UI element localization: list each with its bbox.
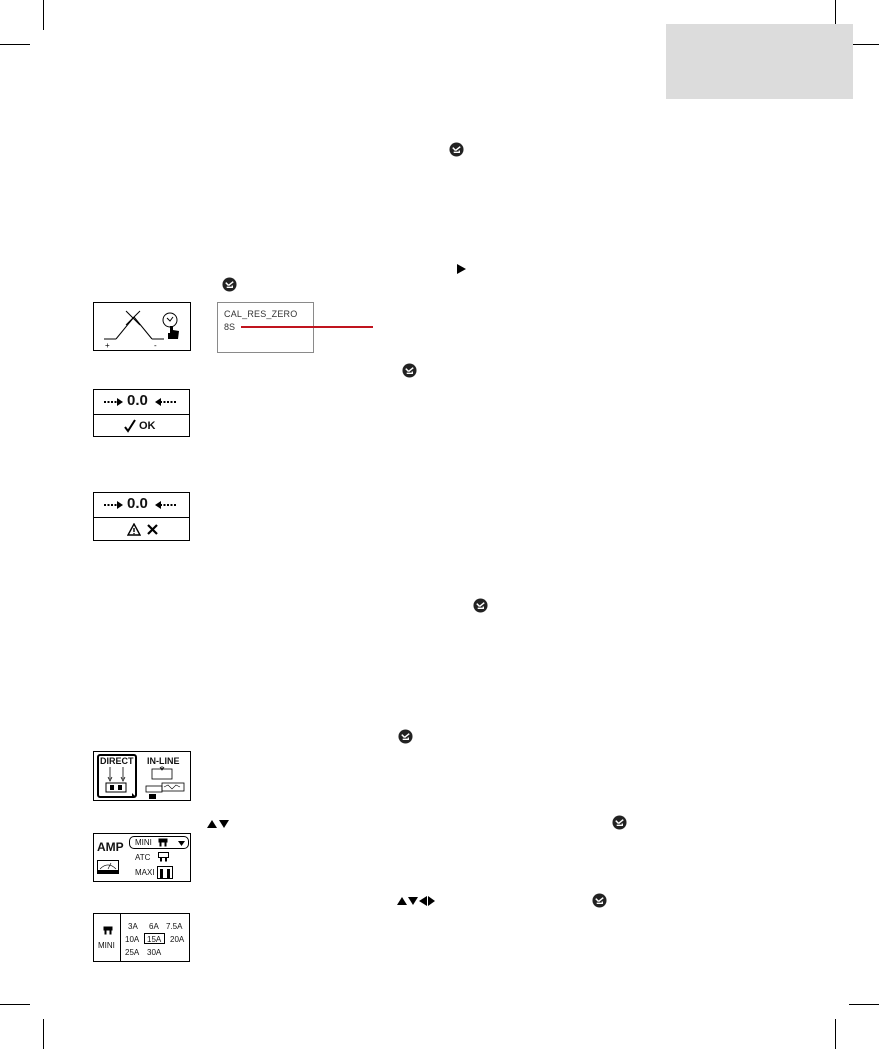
cross-icon bbox=[147, 524, 158, 535]
rating-7-5a: 7.5A bbox=[166, 922, 183, 931]
crop-mark bbox=[0, 1004, 30, 1005]
cal-line-2: 8S bbox=[224, 322, 236, 332]
crop-mark bbox=[0, 44, 30, 45]
rating-25a: 25A bbox=[125, 948, 140, 957]
enter-button-icon bbox=[402, 363, 417, 378]
rating-20a: 20A bbox=[170, 935, 185, 944]
lcd-zero-fail bbox=[93, 492, 190, 541]
enter-button-icon bbox=[612, 815, 627, 830]
crop-mark bbox=[849, 44, 879, 45]
enter-button-icon bbox=[222, 277, 237, 292]
crop-mark bbox=[43, 0, 44, 30]
check-icon bbox=[124, 419, 136, 433]
maxi-fuse-icon bbox=[157, 866, 173, 879]
lcd-fuse-type bbox=[93, 833, 191, 882]
crop-mark bbox=[849, 1004, 879, 1005]
direct-probes-icon bbox=[101, 767, 135, 797]
lcd-probes-short bbox=[93, 302, 191, 351]
rating-3a: 3A bbox=[128, 922, 138, 931]
callout-line bbox=[241, 326, 373, 328]
cal-line-1: CAL_RES_ZERO bbox=[224, 309, 298, 319]
zero-reading: 0.0 bbox=[127, 392, 148, 409]
rating-15a: 15A bbox=[147, 935, 162, 944]
enter-button-icon bbox=[592, 893, 607, 908]
lcd-measure-mode bbox=[93, 751, 191, 801]
mini-fuse-icon bbox=[103, 926, 113, 935]
zero-reading: 0.0 bbox=[127, 495, 148, 512]
enter-button-icon bbox=[398, 729, 413, 744]
crop-mark bbox=[835, 1019, 836, 1049]
four-arrows-icon bbox=[397, 896, 435, 906]
ok-label: OK bbox=[139, 420, 156, 432]
section-tab bbox=[666, 24, 853, 99]
enter-button-icon bbox=[449, 142, 464, 157]
enter-button-icon bbox=[473, 598, 488, 613]
meter-icon bbox=[97, 860, 119, 874]
svg-text:-: - bbox=[154, 341, 157, 350]
fuse-type-label: MINI bbox=[98, 941, 115, 950]
rating-6a: 6A bbox=[149, 922, 159, 931]
inline-label: IN-LINE bbox=[147, 756, 180, 766]
fuse-type-atc: ATC bbox=[135, 853, 151, 862]
fuse-type-mini: MINI bbox=[135, 838, 152, 847]
crop-mark bbox=[43, 1019, 44, 1049]
rating-10a: 10A bbox=[125, 935, 140, 944]
direct-label: DIRECT bbox=[100, 756, 134, 766]
lcd-fuse-rating bbox=[93, 913, 190, 962]
right-triangle-icon bbox=[457, 264, 466, 274]
atc-fuse-icon bbox=[158, 852, 169, 862]
inline-fuse-icon bbox=[144, 766, 188, 800]
lcd-cal-res-zero bbox=[217, 302, 314, 353]
lcd-zero-ok bbox=[93, 389, 190, 437]
up-down-arrows-icon bbox=[207, 819, 229, 829]
rating-30a: 30A bbox=[147, 948, 162, 957]
chevron-down-icon bbox=[178, 841, 185, 846]
press-button-hand-icon bbox=[160, 311, 184, 343]
fuse-type-maxi: MAXI bbox=[135, 868, 155, 877]
mini-fuse-icon bbox=[158, 838, 168, 847]
amp-label: AMP bbox=[97, 840, 124, 854]
svg-text:+: + bbox=[105, 341, 110, 350]
warning-icon bbox=[127, 523, 141, 536]
